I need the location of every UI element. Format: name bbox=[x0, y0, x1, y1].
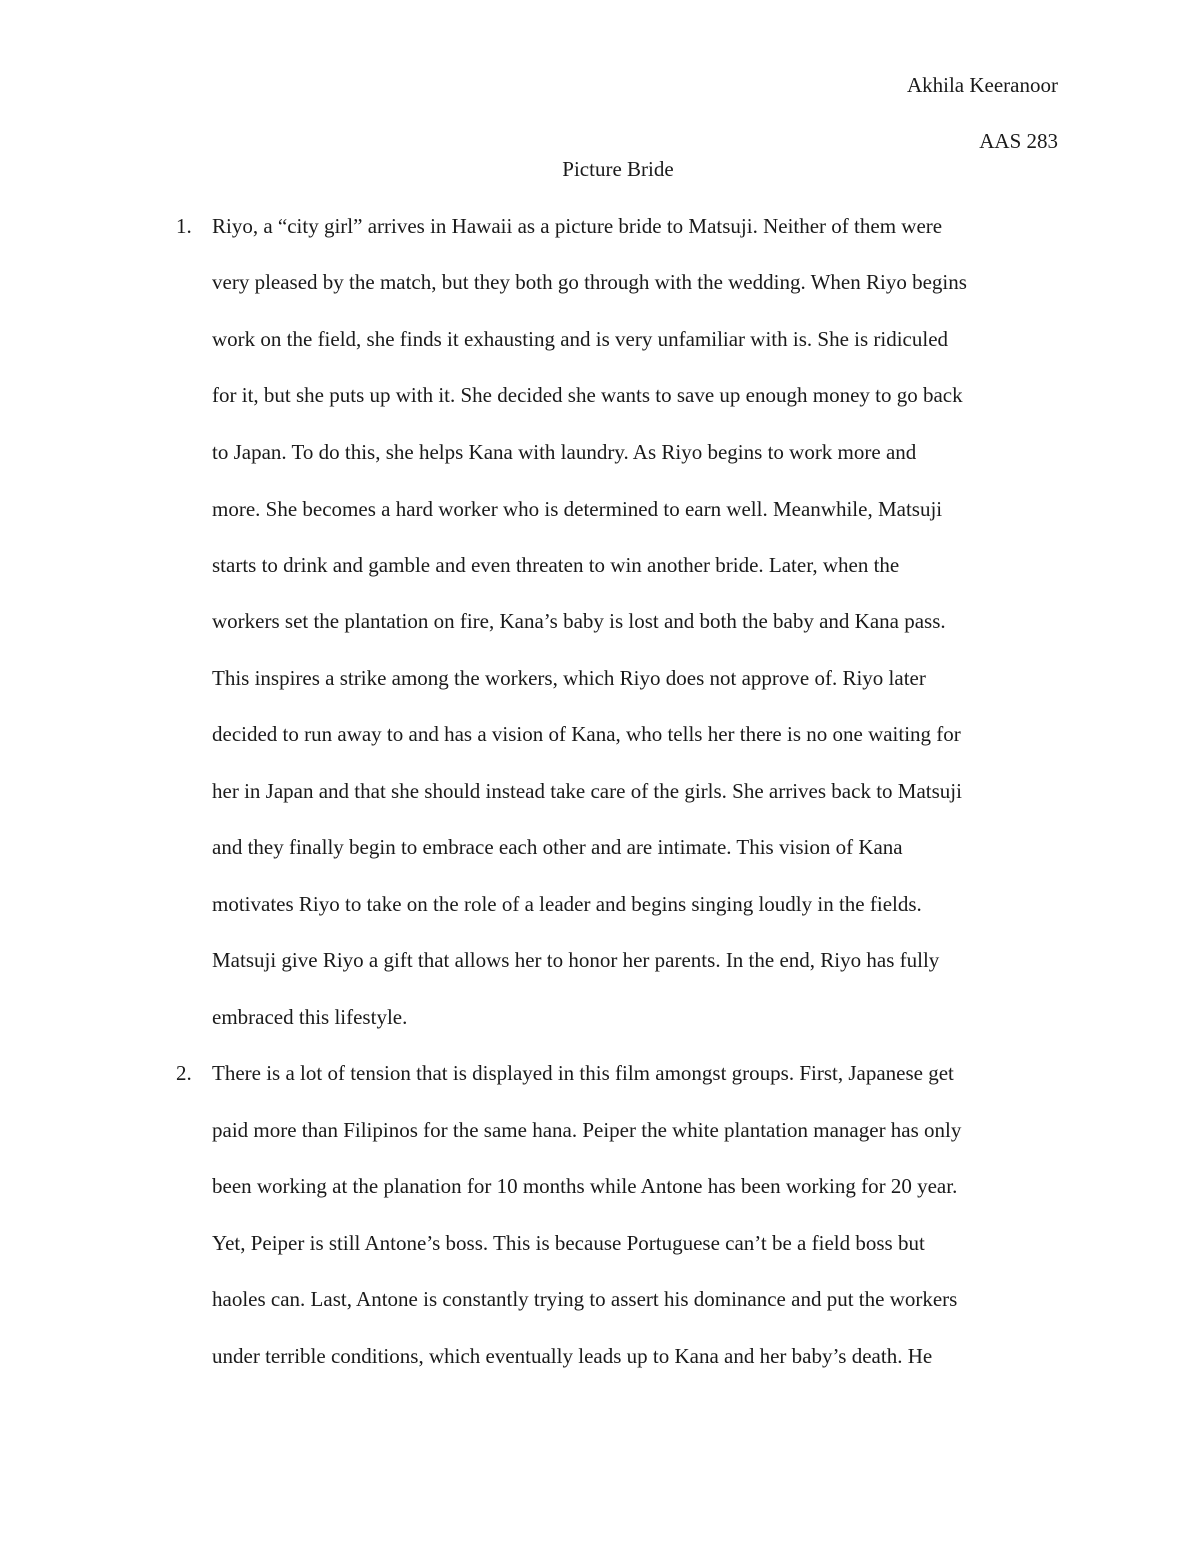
paragraph-line: work on the field, she finds it exhausting and is very unfamiliar with is. She is ridiculed bbox=[212, 327, 949, 351]
paragraph-line: and they finally begin to embrace each other and are intimate. This vision of Kana bbox=[212, 835, 903, 859]
paragraph-line: Riyo, a “city girl” arrives in Hawaii as a picture bride to Matsuji. Neither of them were bbox=[212, 214, 943, 238]
paragraph-line: workers set the plantation on fire, Kana’s baby is lost and both the baby and Kana pass. bbox=[212, 609, 946, 633]
paragraph-line: starts to drink and gamble and even threaten to win another bride. Later, when the bbox=[212, 553, 900, 577]
paragraph-line: paid more than Filipinos for the same hana. Peiper the white plantation manager has only bbox=[212, 1118, 962, 1142]
paragraph-line: her in Japan and that she should instead take care of the girls. She arrives back to Matsuji bbox=[212, 779, 962, 803]
paragraph-line: haoles can. Last, Antone is constantly trying to assert his dominance and put the workers bbox=[212, 1287, 958, 1311]
paragraph-line: decided to run away to and has a vision of Kana, who tells her there is no one waiting for bbox=[212, 722, 961, 746]
paragraph-line: more. She becomes a hard worker who is determined to earn well. Meanwhile, Matsuji bbox=[212, 497, 943, 521]
author-name: Akhila Keeranoor bbox=[906, 73, 1058, 97]
paragraph-line: This inspires a strike among the workers, which Riyo does not approve of. Riyo later bbox=[212, 666, 926, 690]
paragraph-line: very pleased by the match, but they both go through with the wedding. When Riyo begins bbox=[212, 270, 967, 294]
paragraph-line: There is a lot of tension that is displayed in this film amongst groups. First, Japanese get bbox=[212, 1061, 954, 1085]
paragraph-line: embraced this lifestyle. bbox=[212, 1005, 408, 1029]
paragraph-line: to Japan. To do this, she helps Kana with laundry. As Riyo begins to work more and bbox=[212, 440, 917, 464]
paragraph-line: Yet, Peiper is still Antone’s boss. This is because Portuguese can’t be a field boss but bbox=[212, 1231, 925, 1255]
paragraph-line: under terrible conditions, which eventually leads up to Kana and her baby’s death. He bbox=[212, 1344, 933, 1368]
course-code: AAS 283 bbox=[979, 129, 1058, 153]
list-item-number: 2. bbox=[176, 1061, 192, 1085]
list-item-number: 1. bbox=[176, 214, 192, 238]
paragraph-line: Matsuji give Riyo a gift that allows her to honor her parents. In the end, Riyo has fully bbox=[212, 948, 940, 972]
paragraph-line: motivates Riyo to take on the role of a leader and begins singing loudly in the fields. bbox=[212, 892, 922, 916]
document-title: Picture Bride bbox=[562, 157, 674, 181]
paragraph-line: been working at the planation for 10 months while Antone has been working for 20 year. bbox=[212, 1174, 958, 1198]
paragraph-line: for it, but she puts up with it. She decided she wants to save up enough money to go back bbox=[212, 383, 963, 407]
